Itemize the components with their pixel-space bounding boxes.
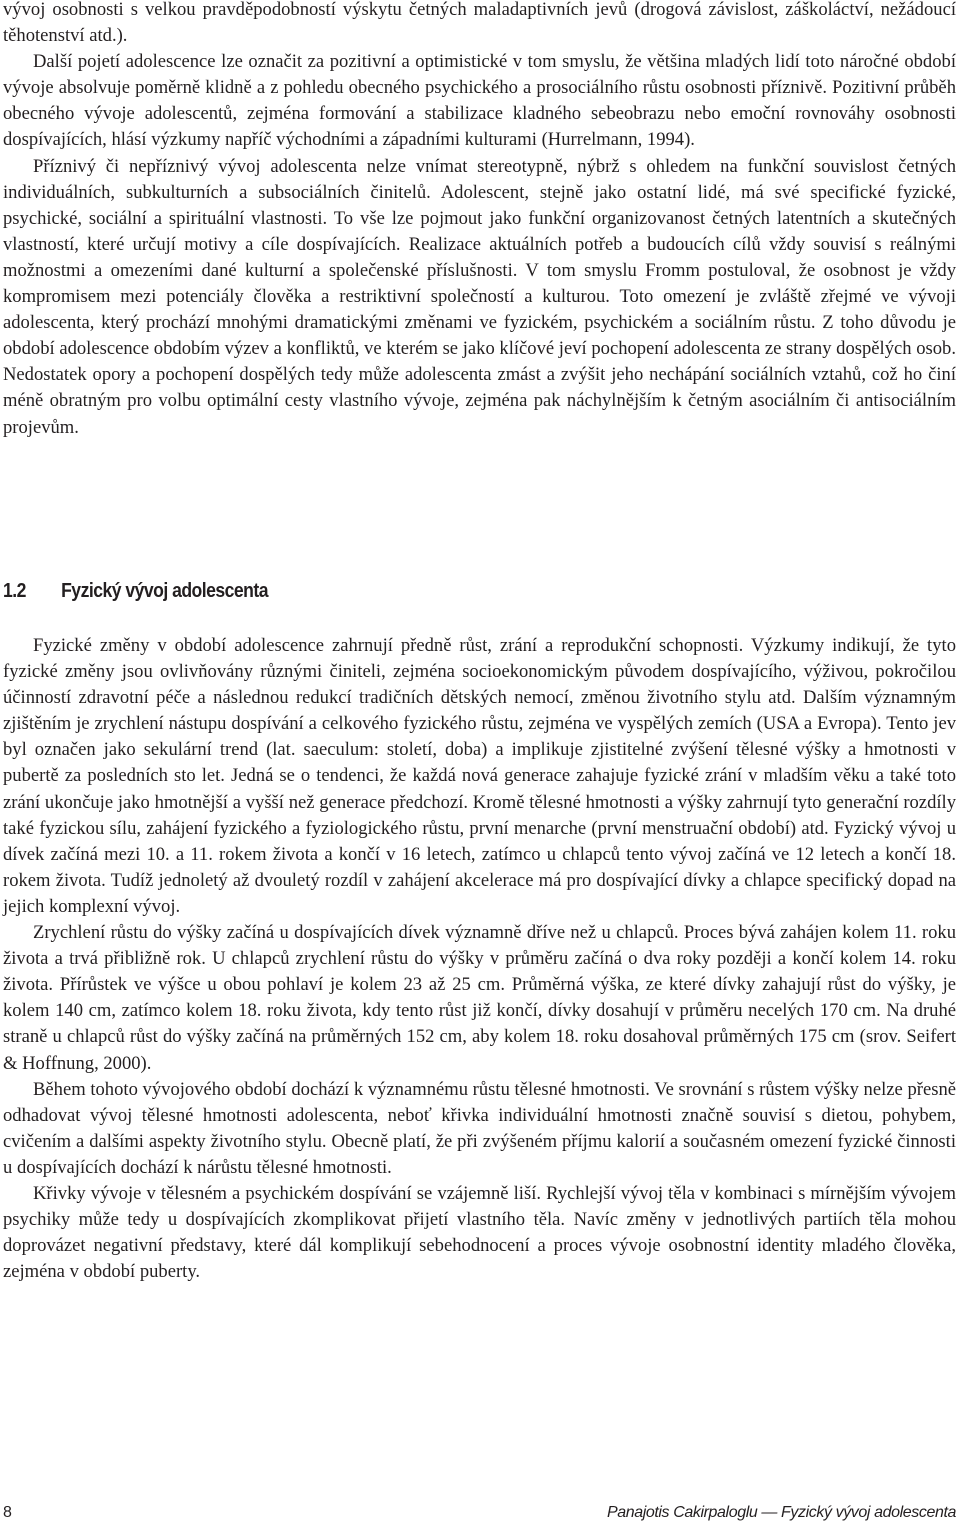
section-number: 1.2 bbox=[3, 580, 26, 602]
paragraph: Další pojetí adolescence lze označit za pozitivní a optimistické v tom smyslu, že většina mladých lidí toto náročné období vývoje absolvuje poměrně klidně a z pohledu obecného psychického a prosociálního růstu osobnosti příznivě. Pozitivní průběh obecného vývoje adolescentů, zejména formování a stabilizace kladného sebeobrazu nebo emoční rovnováhy osobnosti dospívajících, hlásí výzkumy napříč východními a západními kulturami (Hurrelmann, 1994). bbox=[3, 51, 956, 151]
paragraph: Zrychlení růstu do výšky začíná u dospívajících dívek významně dříve než u chlapců. Proces bývá zahájen kolem 11. roku života a trvá přibližně rok. U chlapců zrychlení růstu do výšky v průměru začíná o dva roky později a končí kolem 14. roku života. Přírůstek ve výšce u obou pohlaví je kolem 23 až 25 cm. Průměrná výška, ze které dívky zahajují růst do výšky, je kolem 140 cm, zatímco kolem 18. roku života, kdy tento růst již končí, dívky dosahují v průměru necelých 170 cm. Na druhé straně u chlapců růst do výšky začíná na průměrných 152 cm, aby kolem 18. roku dosahoval průměrných 175 cm (srov. Seifert & Hoffnung, 2000). bbox=[3, 922, 956, 1074]
page-number: 8 bbox=[3, 1504, 12, 1521]
paragraph: Příznivý či nepříznivý vývoj adolescenta nelze vnímat stereotypně, nýbrž s ohledem na funkční souvislost četných individuálních, subkulturních a subsociálních činitelů. Adolescent, stejně jako ostatní lidé, má své specifické fyzické, psychické, sociální a spirituální vlastnosti. To vše lze pojmout jako funkční organizovanost četných latentních a skutečných vlastností, které určují motivy a cíle dospívajících. Realizace aktuálních potřeb a budoucích cílů vždy souvisí s reálnými možnostmi a omezeními dané kulturní a společenské příslušnosti. V tom smyslu Fromm postuloval, že osobnost je vždy kompromisem mezi potenciály člověka a restriktivní společností a kulturou. Toto omezení je zvláště zřejmé ve vývoji adolescenta, který prochází mnohými dramatickými změnami ve fyzickém, psychickém a sociálním růstu. Z toho důvodu je období adolescence obdobím výzev a konfliktů, ve kterém se jako klíčové jeví pochopení adolescenta ze strany dospělých osob. Nedostatek opory a pochopení dospělých tedy může adolescenta zmást a zvýšit jeho nechápání sociálních vztahů, což ho činí méně obratným pro volbu optimální cesty vlastního vývoje, zejména pak náchylnějším k četným asociálním či antisociálním projevům. bbox=[3, 155, 956, 438]
paragraph: vývoj osobnosti s velkou pravděpodobností výskytu četných maladaptivních jevů (drogová závislost, záškoláctví, nežádoucí těhotenství atd.). bbox=[3, 0, 956, 47]
section-intro-text bbox=[3, 0, 956, 441]
paragraph: Křivky vývoje v tělesném a psychickém dospívání se vzájemně liší. Rychlejší vývoj těla v kombinaci s mírnějším vývojem psychiky může tedy u dospívajících zkomplikovat přijetí vlastního těla. Navíc změny v jednotlivých partiích těla mohou doprovázet negativní představy, které dál komplikují sebehodnocení a proces vývoje osobnostní identity mladého člověka, zejména v období puberty. bbox=[3, 1182, 956, 1283]
paragraph: Během tohoto vývojového období dochází k významnému růstu tělesné hmotnosti. Ve srovnání s růstem výšky nelze přesně odhadovat vývoj tělesné hmotnosti adolescenta, neboť křivka individuální hmotnosti značně souvisí s dietou, pohybem, cvičením a dalšími aspekty životního stylu. Obecně platí, že při zvýšeném příjmu kalorií a současném omezení fyzické činnosti u dospívajících dochází k nárůstu tělesné hmotnosti. bbox=[3, 1078, 956, 1178]
page-footer bbox=[3, 1501, 956, 1525]
running-title: Panajotis Cakirpaloglu — Fyzický vývoj adolescenta bbox=[606, 1504, 956, 1521]
section-physical-development-text bbox=[3, 633, 956, 1285]
section-heading bbox=[3, 576, 795, 606]
section-title: Fyzický vývoj adolescenta bbox=[61, 580, 269, 602]
paragraph: Fyzické změny v období adolescence zahrnují předně růst, zrání a reprodukční schopnosti. Výzkumy indikují, že tyto fyzické změny jsou ovlivňovány různými činiteli, zejména socioekonomickým původem dospívajícího, výživou, pokročilou účinností zdravotní péče a následnou redukcí tradičních dětských nemocí, změnou životního stylu atd. Dalším významným zjištěním je zrychlení nástupu dospívání a celkového fyzického růstu, zejména ve vyspělých zemích (USA a Evropa). Tento jev byl označen jako sekulární trend (lat. saeculum: století, doba) a implikuje zjistitelné zvýšení tělesné výšky a hmotnosti v pubertě za posledních sto let. Jedná se o tendenci, že každá nová generace zahajuje fyzické zrání v mladším věku a také toto zrání ukončuje jako hmotnější a vyšší než generace předchozí. Kromě tělesné hmotnosti a výšky zahrnují tyto generační rozdíly také fyzickou sílu, zahájení fyzického a fyziologického růstu, první menarche (první menstruační období) atd. Fyzický vývoj u dívek začíná mezi 10. a 11. rokem života a končí v 16 letech, zatímco u chlapců tento vývoj začíná ve 12 letech a končí 18. rokem života. Tudíž jednoletý až dvouletý rozdíl v zahájení akcelerace má pro dospívající dívky a chlapce specifický dopad na jejich komplexní vývoj. bbox=[3, 635, 956, 917]
